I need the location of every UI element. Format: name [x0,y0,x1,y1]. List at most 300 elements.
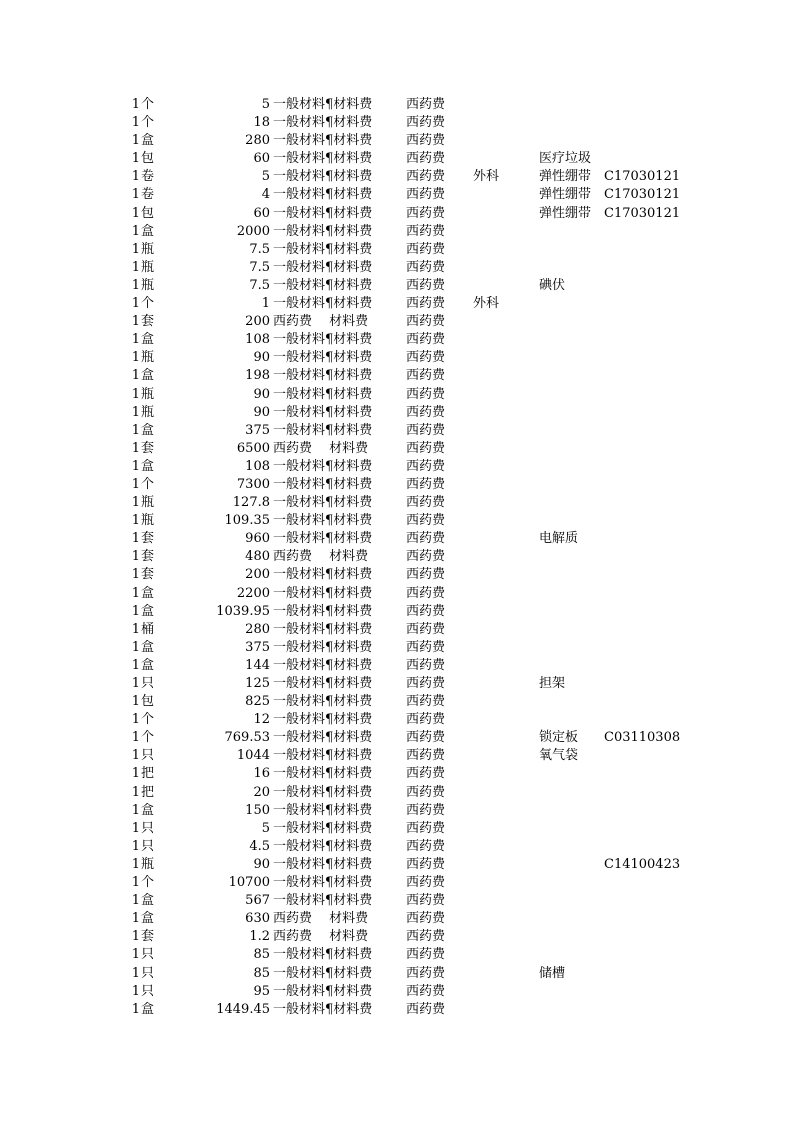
table-row [0,386,793,404]
cell-unit: 把 [141,766,155,782]
cell-qty: 1 [131,802,140,818]
cell-qty: 1 [131,567,140,583]
cell-qty: 1 [131,259,140,275]
table-row [0,223,793,241]
cell-code: C17030121 [604,187,681,203]
cell-qty: 1 [131,296,140,312]
cell-qty: 1 [131,223,140,239]
cell-price: 2200 [236,585,270,601]
table-row [0,765,793,783]
cell-unit: 把 [141,784,155,800]
cell-cat1: 一般材料¶材料费 [273,766,373,782]
cell-cat1: 一般材料¶材料费 [273,820,373,836]
cell-name: 弹性绷带 [539,187,592,203]
table-row [0,494,793,512]
cell-qty: 1 [131,314,140,330]
table-row [0,96,793,114]
cell-cat2: 西药费 [406,495,446,511]
cell-unit: 包 [141,694,155,710]
cell-cat1: 一般材料¶材料费 [273,368,373,384]
table-row [0,530,793,548]
cell-cat1: 一般材料¶材料费 [273,856,373,872]
cell-unit: 盒 [141,223,155,239]
cell-unit: 盒 [141,585,155,601]
table-row [0,693,793,711]
cell-cat1: 一般材料¶材料费 [273,458,373,474]
cell-cat1: 一般材料¶材料费 [273,133,373,149]
cell-unit: 包 [141,151,155,167]
cell-unit: 个 [141,875,155,891]
table-row [0,603,793,621]
cell-qty: 1 [131,241,140,257]
cell-cat1: 西药费 材料费 [273,440,369,456]
cell-price: 7300 [236,476,270,492]
table-row [0,657,793,675]
cell-qty: 1 [131,1001,140,1017]
cell-cat1: 西药费 材料费 [273,929,369,945]
cell-price: 85 [253,965,270,981]
table-row [0,711,793,729]
cell-qty: 1 [131,712,140,728]
cell-qty: 1 [131,97,140,112]
cell-cat2: 西药费 [406,929,446,945]
cell-qty: 1 [131,947,140,963]
cell-cat2: 西药费 [406,911,446,927]
cell-price: 6500 [236,440,270,456]
cell-qty: 1 [131,694,140,710]
table-row [0,132,793,150]
cell-cat1: 一般材料¶材料费 [273,748,373,764]
cell-cat1: 一般材料¶材料费 [273,97,373,112]
table-row [0,422,793,440]
cell-unit: 个 [141,712,155,728]
table-row [0,205,793,223]
cell-price: 1044 [236,748,270,764]
cell-price: 10700 [228,875,270,891]
cell-qty: 1 [131,766,140,782]
cell-price: 12 [253,712,270,728]
cell-unit: 卷 [141,187,155,203]
cell-cat1: 西药费 材料费 [273,911,369,927]
cell-price: 1 [261,296,270,312]
cell-cat2: 西药费 [406,712,446,728]
cell-price: 20 [253,784,270,800]
cell-name: 氧气袋 [539,748,579,764]
cell-name: 医疗垃圾 [539,151,592,167]
cell-cat1: 一般材料¶材料费 [273,676,373,691]
cell-name: 锁定板 [539,730,579,746]
cell-cat2: 西药费 [406,820,446,836]
cell-unit: 套 [141,567,155,583]
cell-cat1: 一般材料¶材料费 [273,585,373,601]
cell-cat1: 一般材料¶材料费 [273,694,373,710]
cell-cat1: 一般材料¶材料费 [273,603,373,619]
cell-unit: 只 [141,838,155,854]
cell-qty: 1 [131,440,140,456]
cell-price: 280 [245,621,270,637]
cell-cat1: 一般材料¶材料费 [273,259,373,275]
cell-unit: 只 [141,820,155,836]
cell-cat2: 西药费 [406,1001,446,1017]
cell-qty: 1 [131,404,140,420]
cell-qty: 1 [131,386,140,402]
cell-cat2: 西药费 [406,676,446,691]
cell-cat1: 一般材料¶材料费 [273,513,373,529]
table-row [0,349,793,367]
cell-price: 630 [245,911,270,927]
table-row [0,874,793,892]
cell-qty: 1 [131,458,140,474]
cell-unit: 瓶 [141,350,155,366]
cell-unit: 瓶 [141,513,155,529]
cell-cat2: 西药费 [406,802,446,818]
cell-qty: 1 [131,911,140,927]
cell-price: 5 [261,169,270,185]
cell-cat1: 一般材料¶材料费 [273,476,373,492]
cell-cat1: 一般材料¶材料费 [273,875,373,891]
cell-price: 85 [253,947,270,963]
cell-price: 60 [253,205,270,221]
cell-unit: 盒 [141,458,155,474]
cell-cat1: 一般材料¶材料费 [273,169,373,185]
material-list-table [0,96,793,1019]
cell-cat1: 一般材料¶材料费 [273,386,373,402]
cell-unit: 瓶 [141,495,155,511]
cell-qty: 1 [131,205,140,221]
cell-price: 5 [261,97,270,112]
cell-name: 储槽 [539,965,566,981]
cell-cat2: 西药费 [406,440,446,456]
cell-qty: 1 [131,875,140,891]
cell-cat2: 西药费 [406,476,446,492]
cell-cat1: 一般材料¶材料费 [273,350,373,366]
cell-unit: 瓶 [141,277,155,293]
cell-name: 电解质 [539,531,579,547]
cell-unit: 瓶 [141,259,155,275]
table-row [0,802,793,820]
cell-cat2: 西药费 [406,115,446,131]
cell-cat1: 一般材料¶材料费 [273,784,373,800]
cell-price: 90 [253,386,270,402]
cell-cat1: 一般材料¶材料费 [273,983,373,999]
table-row [0,965,793,983]
cell-cat1: 一般材料¶材料费 [273,223,373,239]
cell-cat1: 一般材料¶材料费 [273,802,373,818]
cell-cat2: 西药费 [406,838,446,854]
cell-cat2: 西药费 [406,549,446,565]
cell-price: 109.35 [224,513,270,529]
table-row [0,295,793,313]
cell-unit: 盒 [141,911,155,927]
cell-dept: 外科 [473,296,500,312]
cell-cat2: 西药费 [406,784,446,800]
cell-cat1: 一般材料¶材料费 [273,838,373,854]
cell-cat2: 西药费 [406,223,446,239]
cell-unit: 卷 [141,169,155,185]
cell-unit: 盒 [141,603,155,619]
cell-qty: 1 [131,856,140,872]
cell-qty: 1 [131,929,140,945]
cell-qty: 1 [131,657,140,673]
table-row [0,367,793,385]
cell-cat2: 西药费 [406,314,446,330]
cell-qty: 1 [131,621,140,637]
table-row [0,784,793,802]
cell-qty: 1 [131,422,140,438]
cell-cat1: 一般材料¶材料费 [273,531,373,547]
cell-qty: 1 [131,893,140,909]
cell-unit: 盒 [141,133,155,149]
table-row [0,1001,793,1019]
cell-price: 4.5 [249,838,270,854]
cell-cat2: 西药费 [406,585,446,601]
cell-price: 1039.95 [216,603,270,619]
cell-code: C14100423 [604,856,681,872]
table-row [0,186,793,204]
cell-cat2: 西药费 [406,133,446,149]
table-row [0,404,793,422]
cell-cat2: 西药费 [406,748,446,764]
cell-unit: 个 [141,115,155,131]
cell-cat1: 一般材料¶材料费 [273,730,373,746]
table-row [0,150,793,168]
cell-cat2: 西药费 [406,513,446,529]
table-row [0,621,793,639]
cell-cat1: 一般材料¶材料费 [273,422,373,438]
cell-price: 825 [245,694,270,710]
cell-unit: 套 [141,440,155,456]
cell-unit: 只 [141,748,155,764]
cell-qty: 1 [131,133,140,149]
cell-cat2: 西药费 [406,730,446,746]
cell-cat1: 一般材料¶材料费 [273,621,373,637]
cell-price: 127.8 [232,495,270,511]
cell-cat2: 西药费 [406,386,446,402]
table-row [0,440,793,458]
table-row [0,259,793,277]
cell-unit: 瓶 [141,386,155,402]
cell-unit: 盒 [141,639,155,655]
cell-unit: 套 [141,531,155,547]
cell-price: 200 [245,567,270,583]
cell-cat1: 一般材料¶材料费 [273,115,373,131]
cell-qty: 1 [131,549,140,565]
cell-qty: 1 [131,965,140,981]
cell-cat2: 西药费 [406,639,446,655]
cell-unit: 瓶 [141,241,155,257]
cell-price: 60 [253,151,270,167]
cell-unit: 套 [141,314,155,330]
cell-qty: 1 [131,730,140,746]
table-row [0,946,793,964]
cell-unit: 个 [141,730,155,746]
cell-unit: 包 [141,205,155,221]
cell-unit: 个 [141,296,155,312]
table-row [0,114,793,132]
cell-qty: 1 [131,151,140,167]
table-row [0,277,793,295]
table-row [0,548,793,566]
cell-code: C17030121 [604,205,681,221]
cell-price: 1449.45 [216,1001,270,1017]
cell-price: 198 [245,368,270,384]
cell-code: C03110308 [604,730,681,746]
cell-cat1: 一般材料¶材料费 [273,332,373,348]
cell-qty: 1 [131,531,140,547]
cell-cat2: 西药费 [406,567,446,583]
table-row [0,729,793,747]
cell-price: 5 [261,820,270,836]
cell-cat1: 一般材料¶材料费 [273,241,373,257]
cell-unit: 盒 [141,1001,155,1017]
cell-qty: 1 [131,332,140,348]
cell-qty: 1 [131,838,140,854]
cell-cat1: 一般材料¶材料费 [273,205,373,221]
table-row [0,585,793,603]
cell-qty: 1 [131,748,140,764]
cell-unit: 只 [141,983,155,999]
cell-cat2: 西药费 [406,458,446,474]
cell-price: 480 [245,549,270,565]
cell-qty: 1 [131,115,140,131]
cell-cat2: 西药费 [406,531,446,547]
cell-cat2: 西药费 [406,187,446,203]
cell-price: 280 [245,133,270,149]
cell-price: 90 [253,350,270,366]
cell-price: 16 [253,766,270,782]
cell-unit: 瓶 [141,856,155,872]
cell-price: 90 [253,404,270,420]
table-row [0,856,793,874]
cell-cat1: 一般材料¶材料费 [273,567,373,583]
cell-name: 碘伏 [539,277,566,293]
cell-price: 144 [245,657,270,673]
cell-cat2: 西药费 [406,97,446,112]
cell-qty: 1 [131,169,140,185]
cell-unit: 套 [141,929,155,945]
cell-cat1: 一般材料¶材料费 [273,277,373,293]
cell-cat2: 西药费 [406,694,446,710]
cell-unit: 套 [141,549,155,565]
cell-cat2: 西药费 [406,965,446,981]
cell-price: 7.5 [249,241,270,257]
cell-cat1: 一般材料¶材料费 [273,947,373,963]
cell-cat2: 西药费 [406,893,446,909]
cell-qty: 1 [131,639,140,655]
table-row [0,313,793,331]
cell-dept: 外科 [473,169,500,185]
cell-price: 150 [245,802,270,818]
cell-cat1: 一般材料¶材料费 [273,639,373,655]
table-row [0,838,793,856]
table-row [0,983,793,1001]
cell-qty: 1 [131,676,140,691]
cell-cat1: 一般材料¶材料费 [273,151,373,167]
cell-price: 375 [245,422,270,438]
cell-cat2: 西药费 [406,259,446,275]
cell-cat2: 西药费 [406,151,446,167]
cell-cat2: 西药费 [406,422,446,438]
cell-unit: 只 [141,947,155,963]
cell-unit: 个 [141,97,155,112]
cell-cat1: 西药费 材料费 [273,314,369,330]
cell-cat2: 西药费 [406,875,446,891]
table-row [0,639,793,657]
cell-qty: 1 [131,983,140,999]
table-row [0,512,793,530]
cell-cat2: 西药费 [406,277,446,293]
cell-price: 95 [253,983,270,999]
table-row [0,168,793,186]
cell-cat2: 西药费 [406,657,446,673]
cell-qty: 1 [131,603,140,619]
cell-cat2: 西药费 [406,983,446,999]
cell-unit: 桶 [141,621,155,637]
cell-cat1: 一般材料¶材料费 [273,404,373,420]
table-row [0,566,793,584]
cell-price: 960 [245,531,270,547]
cell-cat2: 西药费 [406,856,446,872]
cell-qty: 1 [131,277,140,293]
cell-cat2: 西药费 [406,241,446,257]
table-row [0,331,793,349]
cell-unit: 盒 [141,422,155,438]
cell-unit: 盒 [141,802,155,818]
table-row [0,241,793,259]
cell-unit: 瓶 [141,404,155,420]
cell-unit: 盒 [141,368,155,384]
cell-qty: 1 [131,495,140,511]
table-row [0,910,793,928]
cell-price: 108 [245,332,270,348]
cell-qty: 1 [131,368,140,384]
cell-qty: 1 [131,784,140,800]
cell-cat2: 西药费 [406,368,446,384]
cell-cat2: 西药费 [406,603,446,619]
cell-qty: 1 [131,820,140,836]
cell-price: 567 [245,893,270,909]
cell-unit: 盒 [141,893,155,909]
table-row [0,747,793,765]
cell-qty: 1 [131,350,140,366]
cell-cat2: 西药费 [406,947,446,963]
cell-cat2: 西药费 [406,205,446,221]
cell-cat1: 一般材料¶材料费 [273,495,373,511]
cell-unit: 只 [141,676,155,691]
cell-cat1: 一般材料¶材料费 [273,296,373,312]
cell-price: 4 [261,187,270,203]
cell-price: 375 [245,639,270,655]
cell-name: 弹性绷带 [539,169,592,185]
cell-unit: 只 [141,965,155,981]
cell-price: 18 [253,115,270,131]
cell-cat1: 一般材料¶材料费 [273,965,373,981]
cell-cat2: 西药费 [406,404,446,420]
table-row [0,458,793,476]
cell-price: 7.5 [249,277,270,293]
cell-price: 200 [245,314,270,330]
cell-cat2: 西药费 [406,350,446,366]
cell-price: 1.2 [249,929,270,945]
cell-cat1: 一般材料¶材料费 [273,893,373,909]
cell-qty: 1 [131,585,140,601]
cell-qty: 1 [131,476,140,492]
cell-qty: 1 [131,187,140,203]
cell-price: 769.53 [224,730,270,746]
cell-unit: 盒 [141,332,155,348]
cell-cat1: 一般材料¶材料费 [273,187,373,203]
cell-price: 90 [253,856,270,872]
